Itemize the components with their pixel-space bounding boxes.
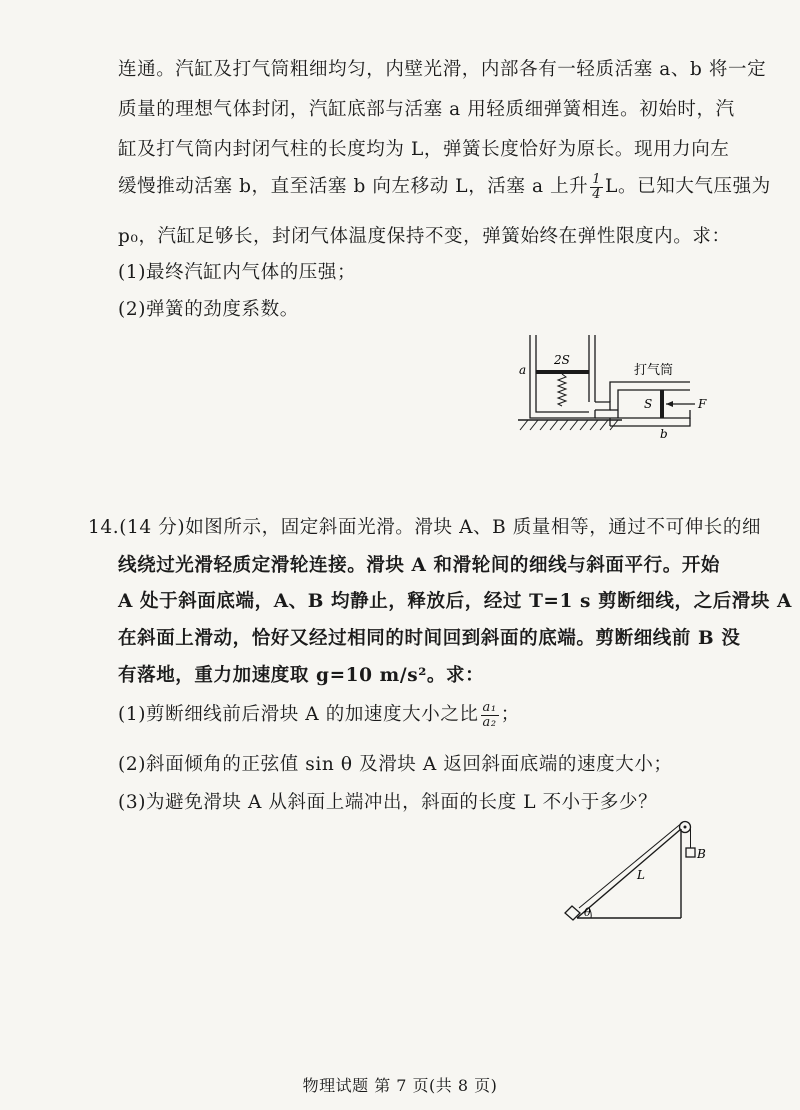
q14-sub-1-end: ； — [500, 704, 520, 725]
label-b: b — [660, 427, 668, 440]
q13-line-4-text: 缓慢推动活塞 b，直至活塞 b 向左移动 L，活塞 a 上升 — [118, 176, 589, 197]
spring — [558, 374, 566, 406]
ground-hatch — [520, 420, 618, 430]
q13-frac-num: 1 — [592, 171, 602, 187]
q14-ratio-fraction — [481, 701, 499, 729]
q14-frac-den: a₂ — [482, 714, 497, 730]
q13-line-3: 缸及打气筒内封闭气柱的长度均为 L，弹簧长度恰好为原长。现用力向左 — [118, 139, 730, 160]
q13-line-4 — [118, 172, 771, 201]
label-s: S — [644, 397, 653, 411]
label-2s: 2S — [554, 353, 570, 367]
q14-line-3: A 处于斜面底端，A、B 均静止，释放后，经过 T=1 s 剪断细线，之后滑块 A — [118, 591, 792, 612]
q13-line-5: p₀，汽缸足够长，封闭气体温度保持不变，弹簧始终在弹性限度内。求： — [118, 226, 731, 247]
q14-line-2: 线绕过光滑轻质定滑轮连接。滑块 A 和滑轮间的细线与斜面平行。开始 — [118, 555, 721, 576]
label-l: L — [637, 868, 645, 882]
label-b: B — [697, 847, 706, 861]
q14-line-5: 有落地，重力加速度取 g=10 m/s²。求： — [118, 665, 485, 686]
cylinder-walls — [530, 335, 595, 418]
q13-line-1: 连通。汽缸及打气筒粗细均匀，内壁光滑，内部各有一轻质活塞 a、b 将一定 — [118, 59, 767, 80]
q14-line-4: 在斜面上滑动，恰好又经过相同的时间回到斜面的底端。剪断细线前 B 没 — [118, 628, 741, 649]
q14-sub-3: (3)为避免滑块 A 从斜面上端冲出，斜面的长度 L 不小于多少？ — [118, 792, 658, 813]
q14-line-1-text: (14 分)如图所示，固定斜面光滑。滑块 A、B 质量相等，通过不可伸长的细 — [119, 517, 762, 538]
incline-figure — [555, 815, 720, 930]
q13-line-2: 质量的理想气体封闭，汽缸底部与活塞 a 用轻质细弹簧相连。初始时，汽 — [118, 99, 735, 120]
q14-number: 14. — [88, 517, 120, 538]
q14-sub-1 — [118, 700, 520, 729]
cylinder-pump-figure — [510, 330, 725, 440]
string-incline — [579, 822, 683, 908]
label-a: a — [519, 363, 527, 377]
label-theta: θ — [584, 906, 591, 919]
q14-sub-1-text: (1)剪断细线前后滑块 A 的加速度大小之比 — [118, 704, 479, 725]
piston-a — [536, 370, 589, 374]
q13-fraction — [590, 173, 603, 201]
block-b — [686, 848, 695, 857]
page-footer: 物理试题 第 7 页(共 8 页) — [302, 1076, 498, 1095]
q14-frac-num: a₁ — [482, 699, 497, 715]
q13-sub-2: (2)弹簧的劲度系数。 — [118, 299, 299, 320]
q13-sub-1: (1)最终汽缸内气体的压强； — [118, 262, 357, 283]
label-f: F — [698, 397, 707, 411]
q13-line-4-tail: L。已知大气压强为 — [605, 176, 771, 197]
pulley-axle — [684, 826, 687, 829]
q13-frac-den: 4 — [592, 186, 602, 202]
force-arrowhead — [666, 401, 673, 407]
piston-b — [660, 390, 664, 418]
q14-sub-2: (2)斜面倾角的正弦值 sin θ 及滑块 A 返回斜面底端的速度大小； — [118, 754, 673, 775]
incline — [577, 829, 681, 918]
q14-line-1 — [88, 513, 761, 539]
label-pump: 打气筒 — [634, 363, 674, 378]
